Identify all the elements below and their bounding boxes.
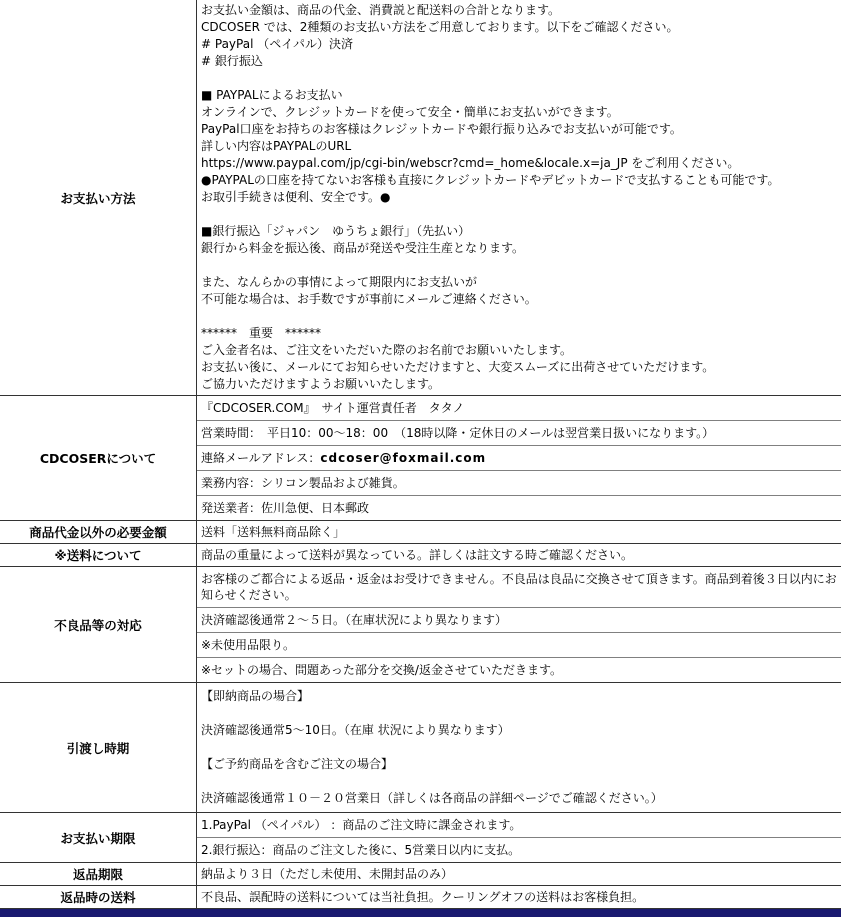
row-header-defective-items: 不良品等の対応 (0, 567, 197, 682)
important-notice-heading: ****** 重要 ****** (201, 326, 322, 340)
in-stock-delivery-text: 決済確認後通常5～10日。（在庫 状況により異なります） (201, 723, 510, 737)
return-deadline-content (197, 863, 841, 885)
text-line: オンラインで、クレジットカードを使って安全・簡単にお支払いができます。 (201, 105, 619, 119)
blank-line (201, 308, 837, 325)
text-line: ご入金者名は、ご注文をいただいた際のお名前でお願いいたします。 (201, 343, 573, 357)
text-line: 不可能な場合は、お手数ですが事前にメールご連絡ください。 (201, 292, 537, 306)
text-line: 銀行から料金を振込後、商品が発送や受注生産となります。 (201, 241, 525, 255)
row-return-shipping (0, 886, 841, 909)
row-payment-method (0, 0, 841, 396)
text-line: # PayPal （ペイパル）決済 (201, 37, 353, 51)
site-operator-line: 『CDCOSER.COM』 サイト運営責任者 タタノ (197, 396, 841, 421)
row-header-about-cdcoser: CDCOSERについて (0, 396, 197, 520)
paypal-url-text: https://www.paypal.com/jp/cgi-bin/webscr?cmd=_home&locale.x=ja_JP をご利用ください。 (201, 156, 740, 170)
bank-transfer-deadline-line: 2.銀行振込：商品のご注文した後に、5営業日以内に支払。 (201, 843, 521, 857)
text-line: ご協力いただけますようお願いいたします。 (201, 377, 441, 391)
blank-line (201, 70, 837, 87)
text-line: 詳しい内容はPAYPALのURL (201, 139, 352, 153)
row-header-return-shipping: 返品時の送料 (0, 886, 197, 908)
row-defective-items (0, 567, 841, 683)
in-stock-case-heading: 【即納商品の場合】 (201, 689, 310, 703)
contact-email-address: cdcoser@foxmail.com (320, 451, 487, 465)
set-exchange-line: ※セットの場合、問題あった部分を交換/返金させていただきます。 (201, 663, 563, 677)
row-header-shipping-fee: ※送料について (0, 544, 197, 566)
text-line: お支払い金額は、商品の代金、消費説と配送料の合計となります。 (201, 3, 561, 17)
blank-line (201, 773, 837, 790)
defective-items-content (197, 567, 841, 682)
row-header-payment-method: お支払い方法 (0, 0, 197, 395)
bottom-bar (0, 909, 841, 917)
text-line: お支払い後に、メールにてお知らせいただけますと、大変スムーズに出荷させていただけます。 (201, 360, 715, 374)
return-deadline-text: 納品より３日（ただし未使用、未開封品のみ） (201, 867, 454, 881)
row-about-cdcoser (0, 396, 841, 521)
row-return-deadline (0, 863, 841, 886)
business-hours-line: 営業時間： 平日10：00～18：00 （18時以降・定休日のメールは翌営業日扱いになります。） (197, 421, 841, 446)
text-line: ●PAYPALの口座を持てないお客様も直接にクレジットカードやデビットカードで支払することも可能です。 (201, 173, 780, 187)
row-shipping-fee (0, 544, 841, 567)
payment-method-content (197, 0, 841, 395)
row-header-delivery-time: 引渡し時期 (0, 683, 197, 812)
text-line: ■ PAYPALによるお支払い (201, 88, 343, 102)
return-shipping-text: 不良品、誤配時の送料については当社負担。クーリングオフの送料はお客様負担。 (201, 890, 645, 904)
defective-processing-time-line: 決済確認後通常２～５日。（在庫状況により異なります） (197, 608, 841, 633)
text-line: ■銀行振込「ジャパン ゆうちょ銀行」（先払い） (201, 224, 471, 238)
unused-only-line: ※未使用品限り。 (197, 633, 841, 658)
row-delivery-time (0, 683, 841, 813)
blank-line (201, 206, 837, 223)
delivery-time-content (197, 683, 841, 812)
text-line: PayPal口座をお持ちのお客様はクレジットカードや銀行振り込みでお支払いが可能です。 (201, 122, 682, 136)
preorder-case-heading: 【ご予約商品を含むご注文の場合】 (201, 757, 394, 771)
blank-line (201, 739, 837, 756)
shipping-fee-content (197, 544, 841, 566)
defective-policy-line: お客様のご都合による返品・返金はお受けできません。不良品は良品に交換させて頂きます。商品到着後３日以内にお知らせください。 (197, 567, 841, 608)
about-cdcoser-content (197, 396, 841, 520)
blank-line (201, 705, 837, 722)
payment-deadline-content (197, 813, 841, 862)
text-line: CDCOSER では、2種類のお支払い方法をご用意しております。以下をご確認ください。 (201, 20, 679, 34)
row-header-return-deadline: 返品期限 (0, 863, 197, 885)
extra-fees-content (197, 521, 841, 543)
row-extra-fees (0, 521, 841, 544)
return-shipping-content (197, 886, 841, 908)
paypal-deadline-line: 1.PayPal （ペイパル） ：商品のご注文時に課金されます。 (197, 813, 841, 838)
contact-email-line (197, 446, 841, 471)
preorder-delivery-text: 決済確認後通常１０－２０営業日（詳しくは各商品の詳細ページでご確認ください。） (201, 791, 663, 805)
text-line: お取引手続きは便利、安全です。● (201, 190, 391, 204)
row-header-extra-fees: 商品代金以外の必要金額 (0, 521, 197, 543)
extra-fees-text: 送料「送料無料商品除く」 (201, 525, 346, 539)
shipping-fee-text: 商品の重量によって送料が異なっている。詳しくは註文する時ご確認ください。 (201, 548, 634, 562)
row-payment-deadline (0, 813, 841, 863)
row-header-payment-deadline: お支払い期限 (0, 813, 197, 862)
business-description-line: 業務内容：シリコン製品および雑貨。 (197, 471, 841, 496)
text-line: また、なんらかの事情によって期限内にお支払いが (201, 275, 478, 289)
blank-line (201, 257, 837, 274)
text-line: # 銀行振込 (201, 54, 263, 68)
contact-email-label: 連絡メールアドレス： (201, 451, 321, 465)
shipping-carrier-line: 発送業者：佐川急便、日本郵政 (201, 501, 370, 515)
